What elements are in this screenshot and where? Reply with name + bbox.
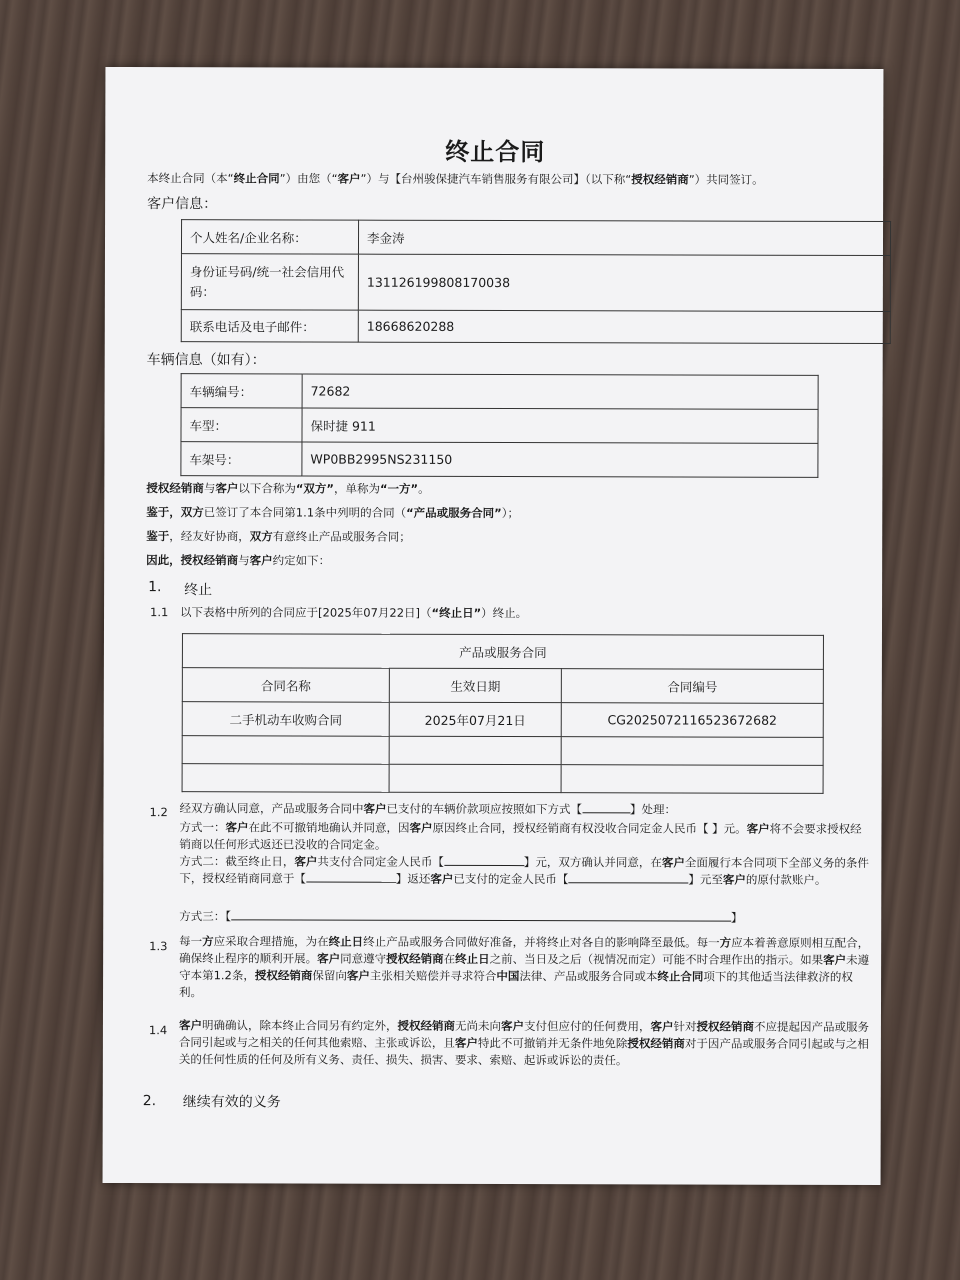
clause-1-3-number: 1.3 — [149, 939, 168, 954]
effective-date-cell — [389, 736, 561, 764]
header-effective-date: 生效日期 — [389, 668, 561, 702]
contract-number-cell: CG2025072116523672682 — [561, 703, 823, 738]
clause-1-2-option-2: 方式二：截至终止日，客户共支付合同定金人民币【 】元，双方确认并同意，在客户全面履行本合同项下全部义务的条件下，授权经销商同意于【 】返还客户已支付的定金人民币【 】元至客户的原付款账户。 — [179, 854, 869, 887]
contract-name-cell — [182, 764, 389, 793]
table-row — [182, 764, 823, 794]
customer-name-label: 个人姓名/企业名称： — [181, 220, 358, 254]
customer-name-value: 李金涛 — [358, 220, 890, 255]
contracts-caption: 产品或服务合同 — [182, 634, 823, 670]
clause-1-2-number: 1.2 — [149, 805, 168, 820]
whereas-clause-1: 鉴于，双方已签订了本合同第1.1条中列明的合同（“产品或服务合同”）； — [146, 505, 519, 521]
vehicle-info-heading: 车辆信息（如有）： — [146, 352, 266, 369]
customer-contact-value: 18668620288 — [358, 310, 890, 343]
method-blank — [582, 802, 630, 813]
clause-1-2-option-1: 方式一：客户在此不可撤销地确认并同意，因客户原因终止合同，授权经销商有权没收合同定金人民币【 】元。客户将不会要求授权经销商以任何形式返还已没收的合同定金。 — [179, 820, 862, 852]
section-1-number: 1. — [148, 579, 162, 596]
deposit-amount-blank — [444, 855, 524, 866]
customer-id-label: 身份证号码/统一社会信用代码： — [181, 254, 358, 310]
contract-number-cell — [561, 737, 823, 766]
customer-row — [181, 254, 890, 312]
clause-1-2-option-3: 方式三：【 】 — [179, 909, 743, 925]
contract-name-cell — [182, 736, 389, 765]
vehicle-info-table — [180, 373, 818, 478]
vehicle-number-label: 车辆编号： — [181, 374, 302, 408]
clause-1-1-text: 以下表格中所列的合同应于[2025年07月22日]（“终止日”）终止。 — [180, 605, 528, 621]
clause-1-3-text: 每一方应采取合理措施，为在终止日终止产品或服务合同做好准备，并将终止对各自的影响降至最低。每一方应本着善意原则相互配合，确保终止程序的顺利开展。客户同意遵守授权经销商在终止日之前、当日及之后（视情况而定）可能不时合理作出的指示。如果客户未遵守本第1.2条，授权经销商保留向客户主张相关赔偿并寻求符合中国法律、产品或服务合同或本终止合同项下的其他适当法律救济的权利。 — [179, 934, 870, 1000]
contract-number-cell — [561, 765, 823, 794]
customer-contact-label: 联系电话及电子邮件： — [181, 310, 358, 342]
therefore-clause: 因此，授权经销商与客户约定如下： — [146, 553, 331, 568]
section-1-title: 终止 — [184, 582, 213, 599]
header-contract-number: 合同编号 — [561, 669, 823, 704]
refund-date-blank — [306, 872, 396, 883]
customer-row — [181, 310, 890, 344]
customer-info-table — [181, 219, 891, 344]
option-3-blank — [231, 909, 731, 921]
whereas-clause-2: 鉴于，经友好协商，双方有意终止产品或服务合同； — [146, 529, 411, 544]
contract-name-cell: 二手机动车收购合同 — [182, 702, 389, 737]
section-2-number: 2. — [142, 1093, 157, 1110]
table-row — [182, 736, 823, 766]
clause-1-4-number: 1.4 — [148, 1023, 168, 1038]
customer-info-heading: 客户信息： — [147, 196, 218, 213]
vehicle-model-label: 车型： — [181, 408, 302, 442]
effective-date-cell: 2025年07月21日 — [389, 702, 561, 736]
contracts-caption-row — [182, 634, 823, 670]
vin-value: WP0BB2995NS231150 — [302, 442, 818, 477]
clause-1-2-line1: 经双方确认同意，产品或服务合同中客户已支付的车辆价款项应按照如下方式【 】处理： — [179, 801, 677, 817]
header-contract-name: 合同名称 — [182, 668, 389, 703]
customer-id-value: 131126199808170038 — [358, 254, 890, 311]
contracts-header-row — [182, 668, 823, 704]
refund-amount-blank — [568, 872, 688, 883]
vehicle-row — [181, 408, 818, 444]
contracts-table — [182, 633, 824, 794]
vehicle-row — [181, 442, 818, 478]
parties-definition: 授权经销商与客户以下合称为“双方”，单称为“一方”。 — [146, 481, 430, 496]
document-page — [103, 67, 884, 1185]
clause-1-4-text: 客户明确确认，除本终止合同另有约定外，授权经销商无尚未向客户支付但应付的任何费用，客户针对授权经销商不应提起因产品或服务合同引起或与之相关的任何其他索赔、主张或诉讼，且客户特此不可撤销并无条件地免除授权经销商对于因产品或服务合同引起或与之相关的任何性质的任何及所有义务、责任、损失、损害、要求、索赔、起诉或诉讼的责任。 — [178, 1018, 869, 1068]
vehicle-model-value: 保时捷 911 — [302, 408, 818, 443]
customer-row — [181, 220, 890, 256]
intro-paragraph: 本终止合同（本“终止合同”）由您（“客户”）与【台州骏保捷汽车销售服务有限公司】（以下称“授权经销商”）共同签订。 — [147, 171, 764, 187]
section-2-title: 继续有效的义务 — [182, 1094, 281, 1111]
vehicle-row — [181, 374, 818, 410]
clause-1-1-number: 1.1 — [150, 605, 169, 620]
table-row — [182, 702, 823, 738]
effective-date-cell — [389, 764, 561, 792]
vin-label: 车架号： — [181, 442, 302, 476]
vehicle-number-value: 72682 — [302, 374, 818, 409]
document-title: 终止合同 — [445, 137, 546, 167]
